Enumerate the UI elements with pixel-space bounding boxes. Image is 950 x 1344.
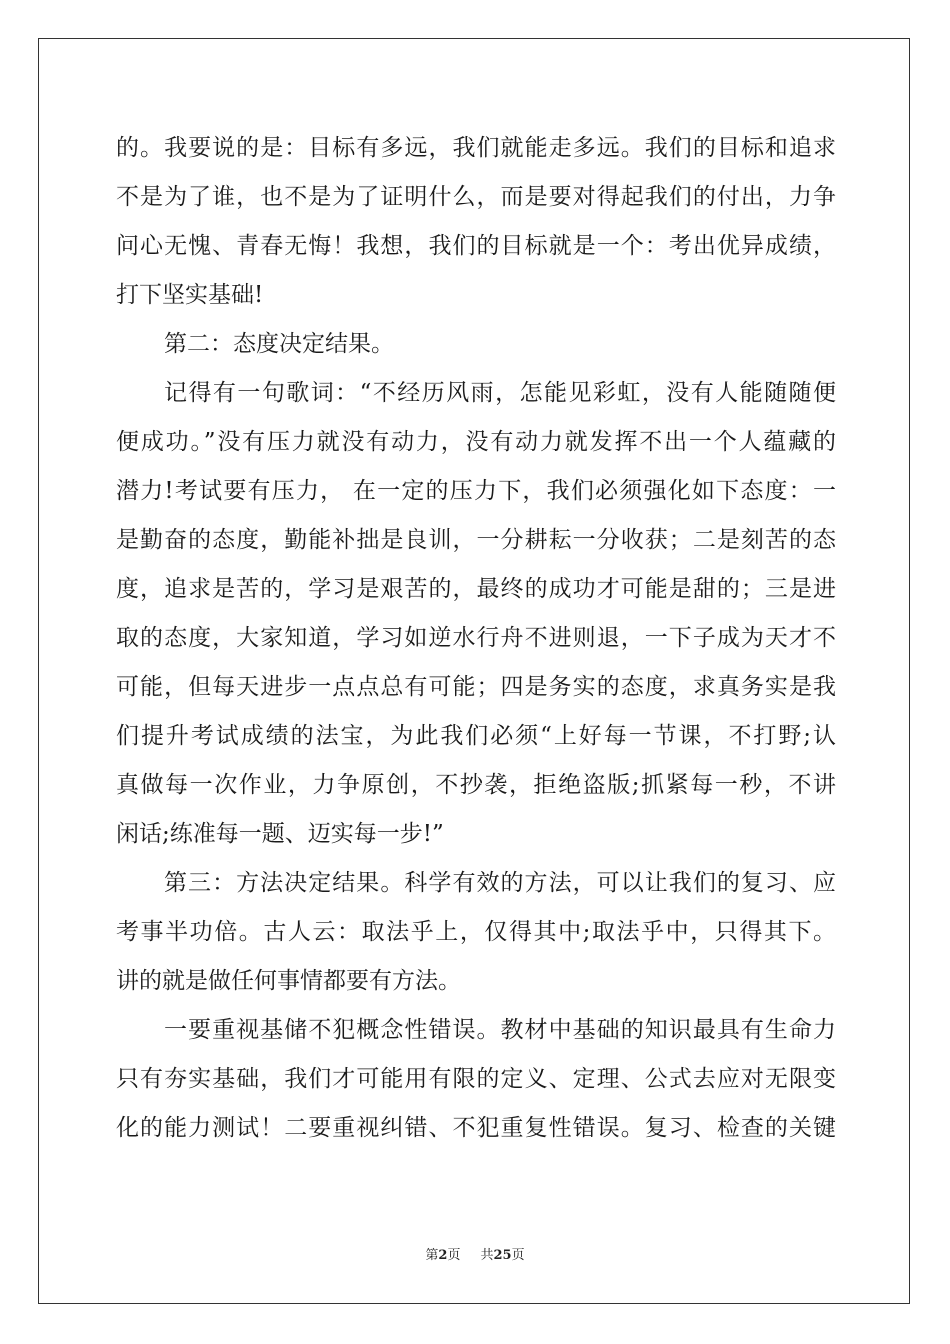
text-line-3: 问心无愧、青春无悔！我想，我们的目标就是一个：考出优异成绩，	[116, 233, 836, 259]
text-line-20: 只有夯实基础，我们才可能用有限的定义、定理、公式去应对无限变	[116, 1066, 836, 1092]
text-line-6: 记得有一句歌词：“不经历风雨，怎能见彩虹，没有人能随随便	[164, 380, 836, 406]
document-body	[116, 124, 836, 1153]
text-line-10: 度，追求是苦的，学习是艰苦的，最终的成功才可能是甜的；三是进	[116, 576, 836, 602]
text-line-13: 们提升考试成绩的法宝，为此我们必须“上好每一节课，不打野;认	[116, 723, 836, 749]
page-total-number: 25	[493, 1248, 512, 1263]
text-line-7: 便成功。”没有压力就没有动力，没有动力就发挥不出一个人蕴藏的	[116, 429, 836, 455]
text-line-15: 闲话;练准每一题、迈实每一步!”	[116, 821, 444, 847]
page-prefix: 第	[425, 1248, 439, 1263]
page-footer	[0, 1244, 950, 1263]
text-line-12: 可能，但每天进步一点点总有可能；四是务实的态度，求真务实是我	[116, 674, 836, 700]
text-line-2: 不是为了谁，也不是为了证明什么，而是要对得起我们的付出，力争	[116, 184, 836, 210]
text-line-9: 是勤奋的态度，勤能补拙是良训，一分耕耘一分收获；二是刻苦的态	[116, 527, 836, 553]
total-unit: 页	[511, 1248, 525, 1263]
page-current-number: 2	[438, 1248, 448, 1263]
text-line-21: 化的能力测试！二要重视纠错、不犯重复性错误。复习、检查的关键	[116, 1115, 836, 1141]
text-line-18: 讲的就是做任何事情都要有方法。	[116, 968, 461, 994]
section-heading-method: 第三：方法决定结果。科学有效的方法，可以让我们的复习、应	[164, 870, 836, 896]
section-heading-attitude: 第二：态度决定结果。	[164, 331, 394, 357]
page-unit: 页	[447, 1248, 461, 1263]
text-line-1: 的。我要说的是：目标有多远，我们就能走多远。我们的目标和追求	[116, 135, 836, 161]
text-line-11: 取的态度，大家知道，学习如逆水行舟不进则退，一下子成为天才不	[116, 625, 836, 651]
text-line-14: 真做每一次作业，力争原创，不抄袭，拒绝盗版;抓紧每一秒，不讲	[116, 772, 836, 798]
text-line-4: 打下坚实基础!	[116, 282, 264, 308]
text-line-8: 潜力!考试要有压力， 在一定的压力下，我们必须强化如下态度：一	[116, 478, 836, 504]
text-line-17: 考事半功倍。古人云：取法乎上，仅得其中;取法乎中，只得其下。	[116, 919, 836, 945]
text-line-19: 一要重视基储不犯概念性错误。教材中基础的知识最具有生命力	[164, 1017, 836, 1043]
total-prefix: 共	[480, 1248, 494, 1263]
